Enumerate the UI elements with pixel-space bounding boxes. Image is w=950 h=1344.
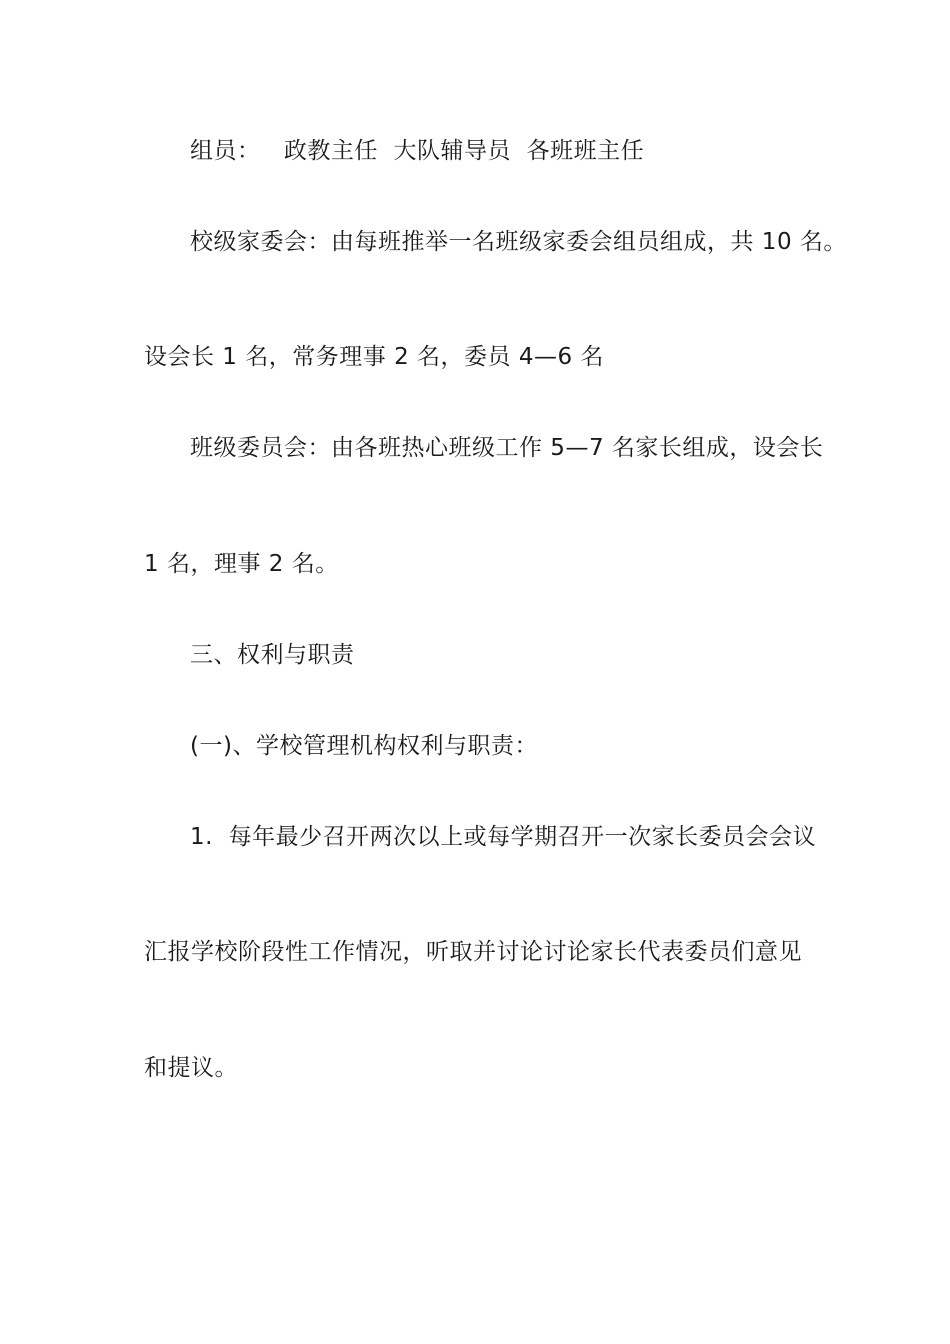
item-1-line: 1. 每年最少召开两次以上或每学期召开一次家长委员会会议 — [190, 824, 817, 850]
section-heading: 三、权利与职责 — [190, 642, 355, 668]
school-committee-line: 校级家委会：由每班推举一名班级家委会组员组成，共 10 名。 — [190, 229, 847, 255]
class-committee-continued-line: 1 名，理事 2 名。 — [144, 551, 339, 577]
members-line: 组员： 政教主任 大队辅导员 各班班主任 — [190, 138, 645, 164]
school-committee-continued-line: 设会长 1 名，常务理事 2 名，委员 4—6 名 — [144, 344, 604, 370]
subsection-heading: (一)、学校管理机构权利与职责： — [190, 733, 538, 759]
class-committee-line: 班级委员会：由各班热心班级工作 5—7 名家长组成，设会长 — [190, 435, 824, 461]
item-1-final-line: 和提议。 — [144, 1055, 238, 1081]
item-1-continued-line: 汇报学校阶段性工作情况，听取并讨论讨论家长代表委员们意见 — [144, 939, 802, 965]
